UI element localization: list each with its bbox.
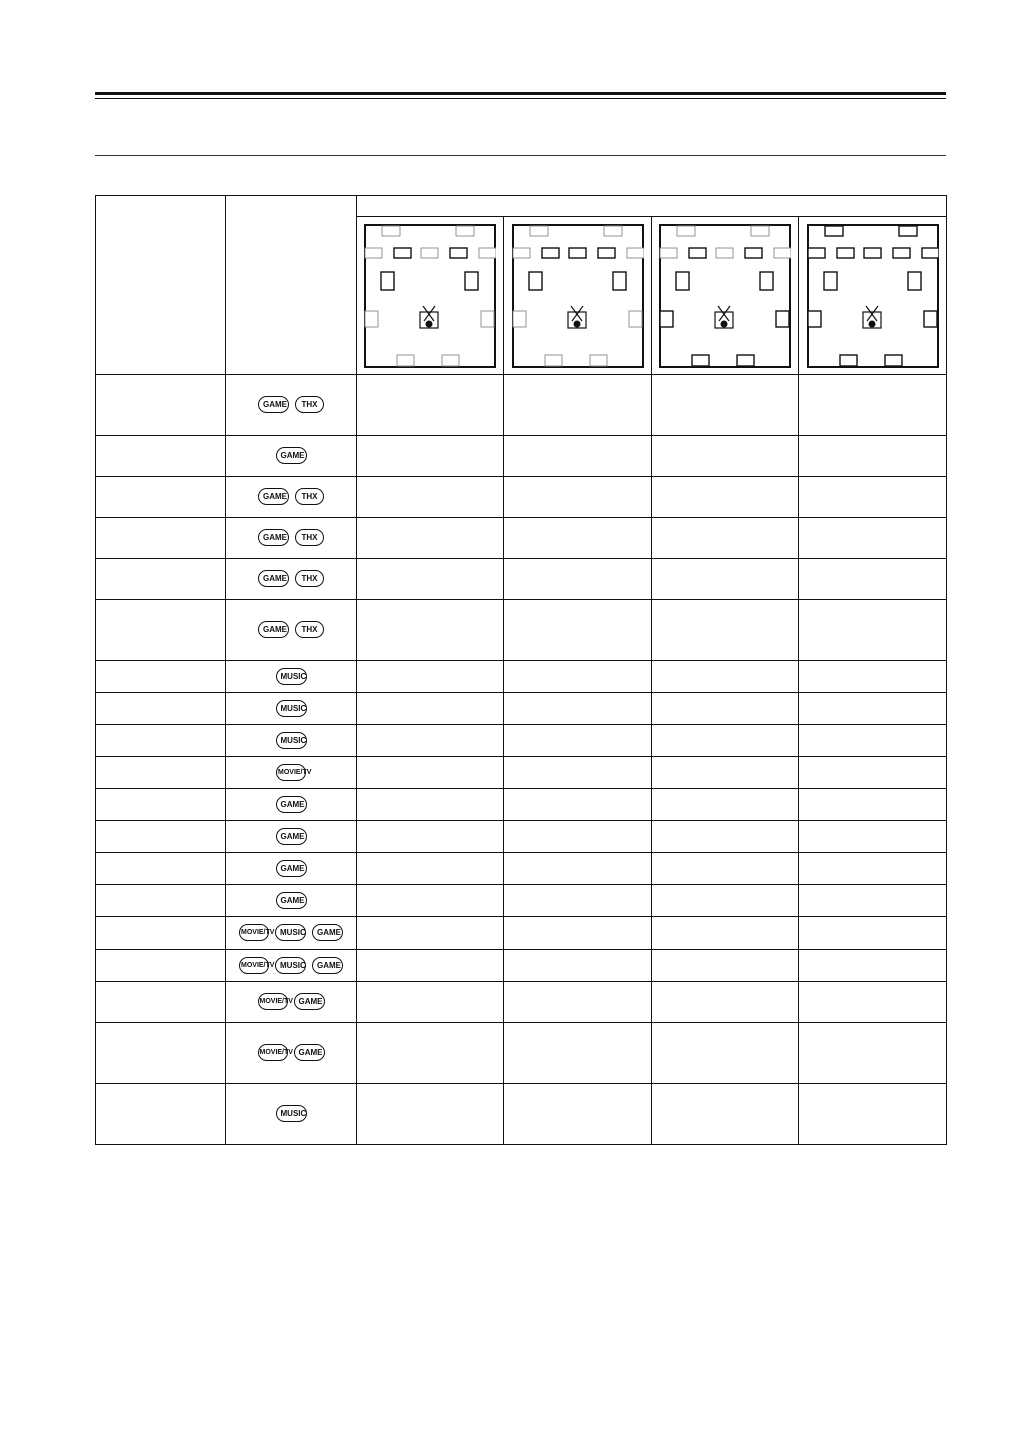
layout-cell <box>652 982 799 1023</box>
header-rule-thin <box>95 98 946 99</box>
layout-cell <box>504 600 652 661</box>
room-outline <box>660 225 790 367</box>
layout-cell <box>652 853 799 885</box>
mode-name-cell <box>96 789 226 821</box>
movie-button[interactable]: MOVIE/TV <box>276 764 306 781</box>
table-row <box>96 853 947 885</box>
layout-cell <box>504 1084 652 1145</box>
layout-cell <box>504 821 652 853</box>
layout-cell <box>357 757 504 789</box>
thx-button[interactable]: THX <box>295 488 324 505</box>
surround-speaker <box>365 311 378 327</box>
mode-button-cell <box>226 757 357 789</box>
mode-name-cell <box>96 885 226 917</box>
layout-cell <box>652 661 799 693</box>
mode-name-cell <box>96 853 226 885</box>
main-speaker <box>760 272 773 290</box>
layout-cell <box>652 917 799 950</box>
table-row <box>96 885 947 917</box>
layout-cell <box>652 436 799 477</box>
movie-button[interactable]: MOVIE/TV <box>239 957 269 974</box>
front-speaker <box>808 248 825 258</box>
surround-back-speaker <box>885 355 902 366</box>
layout-cell <box>652 600 799 661</box>
game-button[interactable]: GAME <box>276 447 307 464</box>
layout-cell <box>357 885 504 917</box>
table-row <box>96 518 947 559</box>
front-speaker <box>450 248 467 258</box>
layout-cell <box>504 725 652 757</box>
front-high-speaker <box>530 226 548 236</box>
layout-cell <box>799 518 947 559</box>
section-rule <box>95 155 946 156</box>
layout-cell <box>799 917 947 950</box>
game-button[interactable]: GAME <box>276 828 307 845</box>
music-button[interactable]: MUSIC <box>276 732 307 749</box>
mode-name-cell <box>96 559 226 600</box>
layout-cell <box>652 725 799 757</box>
main-speaker <box>613 272 626 290</box>
layout-cell <box>504 1023 652 1084</box>
header-speaker-layout-cell <box>357 196 947 217</box>
mode-name-cell <box>96 518 226 559</box>
mode-button-cell <box>226 600 357 661</box>
mode-button-cell <box>226 661 357 693</box>
front-speaker <box>513 248 530 258</box>
table-row <box>96 1023 947 1084</box>
mode-name-cell <box>96 917 226 950</box>
layout-cell <box>799 789 947 821</box>
front-speaker <box>922 248 939 258</box>
table-row <box>96 950 947 982</box>
layout-cell <box>357 518 504 559</box>
mode-name-cell <box>96 725 226 757</box>
music-button[interactable]: MUSIC <box>276 1105 307 1122</box>
mode-button-cell <box>226 982 357 1023</box>
table-row <box>96 661 947 693</box>
mode-name-cell <box>96 693 226 725</box>
surround-speaker <box>808 311 821 327</box>
layout-cell <box>799 693 947 725</box>
game-button[interactable]: GAME <box>276 796 307 813</box>
front-speaker <box>774 248 791 258</box>
music-button[interactable]: MUSIC <box>276 668 307 685</box>
game-button[interactable]: GAME <box>312 924 343 941</box>
mode-button-cell <box>226 375 357 436</box>
thx-button[interactable]: THX <box>295 529 324 546</box>
surround-back-speaker <box>442 355 459 366</box>
surround-speaker <box>660 311 673 327</box>
layout-cell <box>799 559 947 600</box>
table-row <box>96 757 947 789</box>
mode-button-cell <box>226 789 357 821</box>
thx-button[interactable]: THX <box>295 621 324 638</box>
mode-name-cell <box>96 821 226 853</box>
front-speaker <box>837 248 854 258</box>
mode-button-cell <box>226 693 357 725</box>
surround-back-speaker <box>397 355 414 366</box>
speaker-diagram-cell <box>652 217 799 375</box>
game-button[interactable]: GAME <box>294 1044 325 1061</box>
surround-back-speaker <box>545 355 562 366</box>
mode-name-cell <box>96 600 226 661</box>
main-speaker <box>908 272 921 290</box>
room-outline <box>808 225 938 367</box>
layout-cell <box>357 559 504 600</box>
layout-cell <box>652 1023 799 1084</box>
front-high-speaker <box>825 226 843 236</box>
layout-cell <box>357 1084 504 1145</box>
layout-cell <box>357 853 504 885</box>
layout-cell <box>652 789 799 821</box>
main-speaker <box>529 272 542 290</box>
mode-button-cell <box>226 950 357 982</box>
room-outline <box>365 225 495 367</box>
table-row <box>96 821 947 853</box>
layout-cell <box>799 375 947 436</box>
table-row <box>96 725 947 757</box>
header-mode-cell <box>96 196 226 375</box>
music-button[interactable]: MUSIC <box>275 957 306 974</box>
front-speaker <box>598 248 615 258</box>
layout-cell <box>799 821 947 853</box>
mode-button-cell <box>226 1084 357 1145</box>
layout-cell <box>357 375 504 436</box>
surround-back-speaker <box>840 355 857 366</box>
layout-cell <box>357 436 504 477</box>
front-speaker <box>864 248 881 258</box>
layout-cell <box>652 693 799 725</box>
layout-cell <box>504 559 652 600</box>
thx-button[interactable]: THX <box>295 396 324 413</box>
mode-name-cell <box>96 477 226 518</box>
front-speaker <box>716 248 733 258</box>
layout-cell <box>504 853 652 885</box>
front-speaker <box>365 248 382 258</box>
mode-button-cell <box>226 436 357 477</box>
music-button[interactable]: MUSIC <box>276 700 307 717</box>
layout-cell <box>504 693 652 725</box>
game-button[interactable]: GAME <box>258 529 289 546</box>
layout-cell <box>504 375 652 436</box>
front-speaker <box>421 248 438 258</box>
layout-cell <box>799 757 947 789</box>
layout-cell <box>799 885 947 917</box>
front-speaker <box>542 248 559 258</box>
front-speaker <box>893 248 910 258</box>
room-outline <box>513 225 643 367</box>
layout-cell <box>652 757 799 789</box>
mode-button-cell <box>226 821 357 853</box>
table-row <box>96 982 947 1023</box>
layout-cell <box>357 789 504 821</box>
table-row <box>96 917 947 950</box>
speaker-layout-diagram <box>659 224 791 368</box>
front-speaker <box>569 248 586 258</box>
table-row <box>96 477 947 518</box>
layout-cell <box>799 982 947 1023</box>
layout-cell <box>799 1023 947 1084</box>
layout-cell <box>652 559 799 600</box>
front-speaker <box>689 248 706 258</box>
table-row <box>96 559 947 600</box>
table-row <box>96 693 947 725</box>
layout-cell <box>799 725 947 757</box>
surround-back-speaker <box>590 355 607 366</box>
mode-name-cell <box>96 757 226 789</box>
front-speaker <box>394 248 411 258</box>
surround-speaker <box>776 311 789 327</box>
front-speaker <box>745 248 762 258</box>
speaker-layout-diagram <box>512 224 644 368</box>
mode-button-cell <box>226 1023 357 1084</box>
surround-speaker <box>513 311 526 327</box>
game-button[interactable]: GAME <box>276 860 307 877</box>
mode-button-cell <box>226 725 357 757</box>
game-button[interactable]: GAME <box>258 570 289 587</box>
layout-cell <box>652 950 799 982</box>
mode-button-cell <box>226 518 357 559</box>
speaker-layout-diagram <box>364 224 496 368</box>
layout-cell <box>652 885 799 917</box>
layout-cell <box>652 1084 799 1145</box>
game-button[interactable]: GAME <box>276 892 307 909</box>
front-speaker <box>479 248 496 258</box>
layout-cell <box>357 950 504 982</box>
layout-cell <box>504 436 652 477</box>
mode-button-cell <box>226 917 357 950</box>
layout-cell <box>357 693 504 725</box>
layout-cell <box>357 1023 504 1084</box>
layout-cell <box>652 518 799 559</box>
layout-cell <box>504 982 652 1023</box>
table-row <box>96 436 947 477</box>
game-button[interactable]: GAME <box>294 993 325 1010</box>
table-row <box>96 375 947 436</box>
layout-cell <box>799 600 947 661</box>
layout-cell <box>799 1084 947 1145</box>
main-speaker <box>465 272 478 290</box>
surround-back-speaker <box>737 355 754 366</box>
layout-cell <box>357 661 504 693</box>
front-speaker <box>660 248 677 258</box>
layout-cell <box>357 477 504 518</box>
mode-name-cell <box>96 436 226 477</box>
header-rule-thick <box>95 92 946 95</box>
layout-cell <box>799 477 947 518</box>
surround-speaker <box>481 311 494 327</box>
layout-cell <box>504 518 652 559</box>
layout-cell <box>504 885 652 917</box>
layout-cell <box>799 853 947 885</box>
layout-cell <box>799 436 947 477</box>
front-high-speaker <box>456 226 474 236</box>
front-high-speaker <box>751 226 769 236</box>
layout-cell <box>799 661 947 693</box>
main-speaker <box>824 272 837 290</box>
game-button[interactable]: GAME <box>258 621 289 638</box>
mode-button-cell <box>226 477 357 518</box>
layout-cell <box>357 600 504 661</box>
listening-mode-table <box>95 195 947 1145</box>
main-speaker <box>676 272 689 290</box>
header-button-cell <box>226 196 357 375</box>
speaker-layout-diagram <box>807 224 939 368</box>
layout-cell <box>652 821 799 853</box>
layout-cell <box>504 917 652 950</box>
mode-name-cell <box>96 1023 226 1084</box>
layout-cell <box>504 757 652 789</box>
mode-name-cell <box>96 982 226 1023</box>
main-speaker <box>381 272 394 290</box>
movie-button[interactable]: MOVIE/TV <box>258 993 288 1010</box>
layout-cell <box>652 477 799 518</box>
surround-back-speaker <box>692 355 709 366</box>
table-row <box>96 789 947 821</box>
speaker-diagram-cell <box>357 217 504 375</box>
mode-name-cell <box>96 661 226 693</box>
table-row <box>96 1084 947 1145</box>
mode-name-cell <box>96 375 226 436</box>
layout-cell <box>799 950 947 982</box>
layout-cell <box>504 950 652 982</box>
table-row <box>96 600 947 661</box>
mode-button-cell <box>226 559 357 600</box>
front-high-speaker <box>382 226 400 236</box>
layout-cell <box>504 789 652 821</box>
layout-cell <box>652 375 799 436</box>
movie-button[interactable]: MOVIE/TV <box>258 1044 288 1061</box>
game-button[interactable]: GAME <box>312 957 343 974</box>
layout-cell <box>504 661 652 693</box>
front-speaker <box>627 248 644 258</box>
music-button[interactable]: MUSIC <box>275 924 306 941</box>
mode-name-cell <box>96 950 226 982</box>
game-button[interactable]: GAME <box>258 396 289 413</box>
game-button[interactable]: GAME <box>258 488 289 505</box>
surround-speaker <box>629 311 642 327</box>
thx-button[interactable]: THX <box>295 570 324 587</box>
mode-button-cell <box>226 885 357 917</box>
layout-cell <box>357 725 504 757</box>
layout-cell <box>357 821 504 853</box>
mode-button-cell <box>226 853 357 885</box>
layout-cell <box>357 982 504 1023</box>
front-high-speaker <box>677 226 695 236</box>
front-high-speaker <box>899 226 917 236</box>
front-high-speaker <box>604 226 622 236</box>
mode-name-cell <box>96 1084 226 1145</box>
layout-cell <box>357 917 504 950</box>
speaker-diagram-cell <box>504 217 652 375</box>
layout-cell <box>504 477 652 518</box>
surround-speaker <box>924 311 937 327</box>
speaker-diagram-cell <box>799 217 947 375</box>
movie-button[interactable]: MOVIE/TV <box>239 924 269 941</box>
